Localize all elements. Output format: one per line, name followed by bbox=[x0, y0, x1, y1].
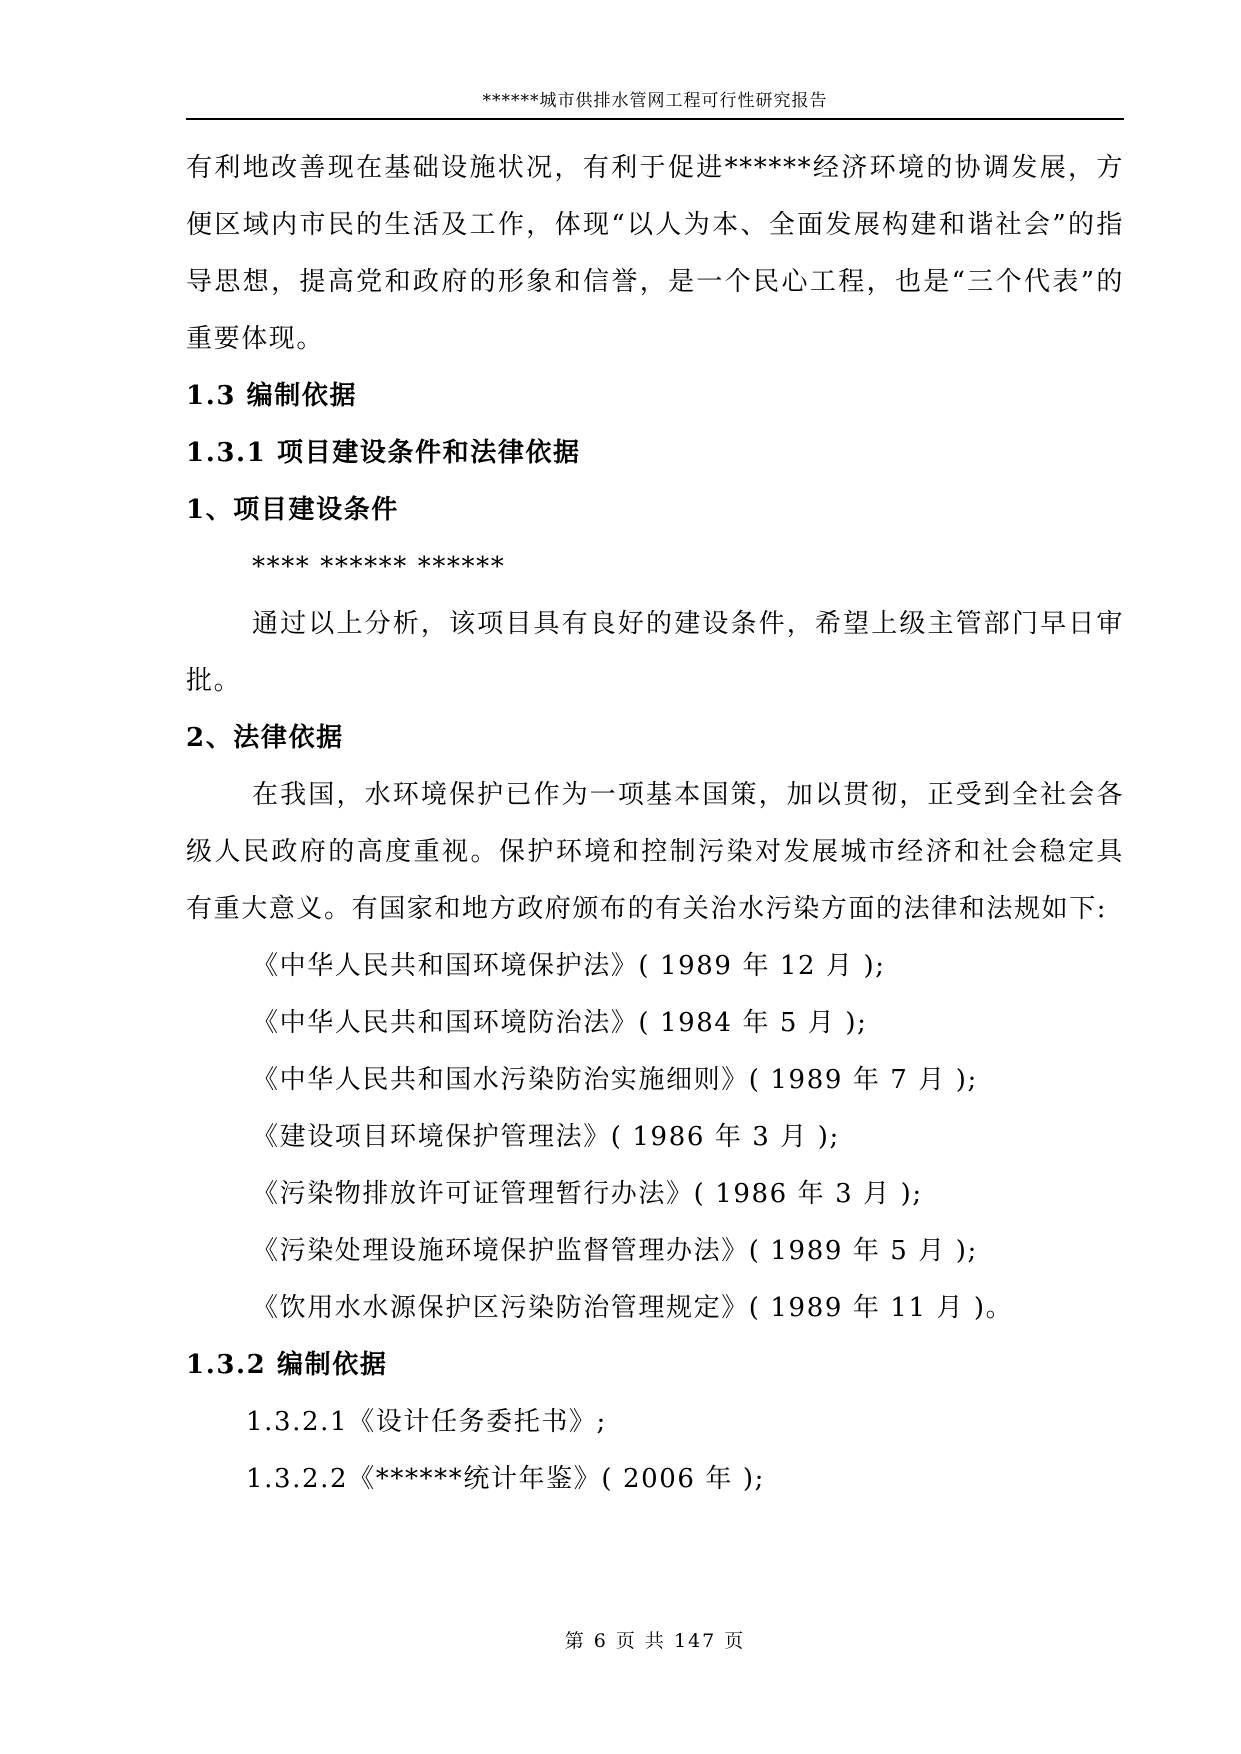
law-list-item: 《污染处理设施环境保护监督管理办法》( 1989 年 5 月 ); bbox=[252, 1236, 978, 1266]
subheading-legal-basis: 2、法律依据 bbox=[186, 723, 344, 753]
header-divider bbox=[186, 118, 1124, 120]
basis-list bbox=[186, 1394, 1124, 1508]
law-list bbox=[186, 938, 1124, 1337]
law-list-item: 《污染物排放许可证管理暂行办法》( 1986 年 3 月 ); bbox=[252, 1179, 923, 1209]
intro-paragraph: 有利地改善现在基础设施状况，有利于促进******经济环境的协调发展，方便区域内市民的生活及工作，体现“以人为本、全面发展构建和谐社会”的指导思想，提高党和政府的形象和信誉，是一个民心工程，也是“三个代表”的重要体现。 bbox=[186, 153, 1124, 354]
document-body bbox=[186, 140, 1124, 1508]
basis-list-item: 1.3.2.2《******统计年鉴》( 2006 年 ); bbox=[246, 1464, 765, 1494]
section-heading-1-3-1: 1.3.1 项目建设条件和法律依据 bbox=[186, 438, 581, 468]
law-list-item: 《中华人民共和国水污染防治实施细则》( 1989 年 7 月 ); bbox=[252, 1065, 978, 1095]
basis-list-item: 1.3.2.1《设计任务委托书》; bbox=[246, 1407, 607, 1437]
running-header: ******城市供排水管网工程可行性研究报告 bbox=[482, 91, 828, 111]
masked-text-line: **** ****** ****** bbox=[252, 552, 506, 582]
section-heading-1-3-2: 1.3.2 编制依据 bbox=[186, 1350, 388, 1380]
law-list-item: 《中华人民共和国环境防治法》( 1984 年 5 月 ); bbox=[252, 1008, 868, 1038]
law-list-item: 《饮用水水源保护区污染防治管理规定》( 1989 年 11 月 )。 bbox=[252, 1293, 1014, 1323]
section-heading-1-3: 1.3 编制依据 bbox=[186, 381, 358, 411]
conditions-paragraph: 通过以上分析，该项目具有良好的建设条件，希望上级主管部门早日审批。 bbox=[186, 609, 1124, 696]
law-list-item: 《建设项目环境保护管理法》( 1986 年 3 月 ); bbox=[252, 1122, 840, 1152]
law-list-item: 《中华人民共和国环境保护法》( 1989 年 12 月 ); bbox=[252, 951, 886, 981]
law-paragraph: 在我国，水环境保护已作为一项基本国策，加以贯彻，正受到全社会各级人民政府的高度重视。保护环境和控制污染对发展城市经济和社会稳定具有重大意义。有国家和地方政府颁布的有关治水污染方面的法律和法规如下: bbox=[186, 780, 1124, 924]
page-number-footer: 第 6 页 共 147 页 bbox=[564, 1630, 746, 1652]
subheading-construction-conditions: 1、项目建设条件 bbox=[186, 495, 399, 525]
